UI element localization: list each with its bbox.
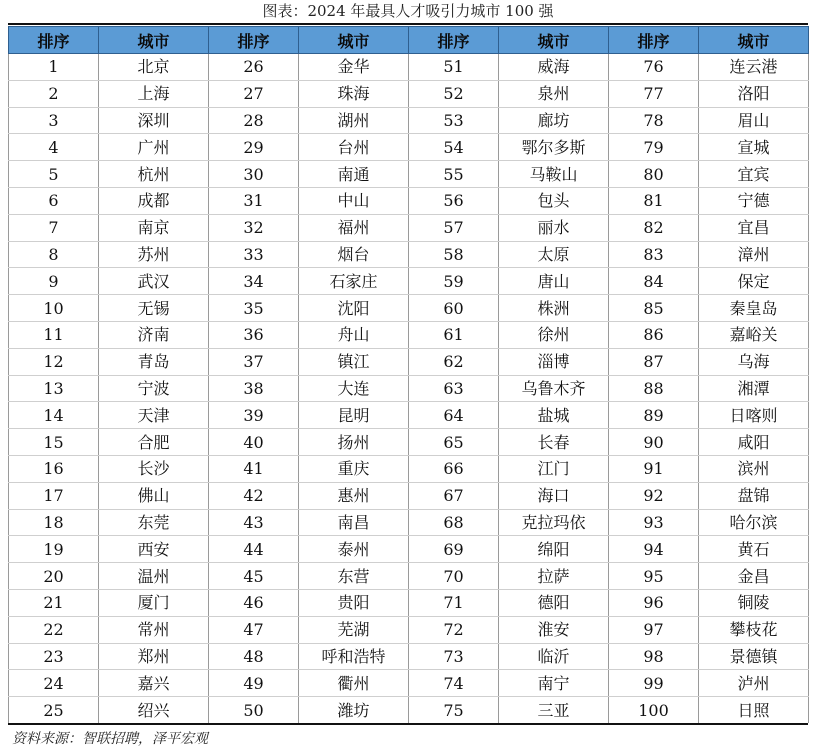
city-cell: 泉州 [499, 80, 609, 107]
table-row [9, 643, 809, 670]
city-cell: 中山 [299, 187, 409, 214]
rank-cell: 34 [209, 268, 299, 295]
rank-cell: 10 [9, 295, 99, 322]
rank-cell: 2 [9, 80, 99, 107]
rank-cell: 13 [9, 375, 99, 402]
city-cell: 泰州 [299, 536, 409, 563]
rank-cell: 70 [409, 563, 499, 590]
rank-cell: 56 [409, 187, 499, 214]
rank-cell: 78 [609, 107, 699, 134]
table-row [9, 187, 809, 214]
header-rank-2: 排序 [209, 27, 299, 54]
rank-cell: 14 [9, 402, 99, 429]
table-row [9, 54, 809, 81]
rank-cell: 72 [409, 616, 499, 643]
table-row [9, 295, 809, 322]
rank-cell: 80 [609, 161, 699, 188]
table-row [9, 348, 809, 375]
city-cell: 唐山 [499, 268, 609, 295]
rank-cell: 74 [409, 670, 499, 697]
city-cell: 郑州 [99, 643, 209, 670]
city-cell: 威海 [499, 54, 609, 81]
city-cell: 徐州 [499, 321, 609, 348]
table-row [9, 375, 809, 402]
rank-cell: 94 [609, 536, 699, 563]
table-row [9, 589, 809, 616]
table-row [9, 670, 809, 697]
rank-cell: 98 [609, 643, 699, 670]
city-cell: 临沂 [499, 643, 609, 670]
city-cell: 贵阳 [299, 589, 409, 616]
city-cell: 眉山 [699, 107, 809, 134]
table-row [9, 214, 809, 241]
city-cell: 宜宾 [699, 161, 809, 188]
rank-cell: 89 [609, 402, 699, 429]
rank-cell: 38 [209, 375, 299, 402]
table-row [9, 321, 809, 348]
city-cell: 乌海 [699, 348, 809, 375]
rank-cell: 77 [609, 80, 699, 107]
rank-cell: 33 [209, 241, 299, 268]
table-row [9, 429, 809, 456]
city-cell: 深圳 [99, 107, 209, 134]
city-cell: 南京 [99, 214, 209, 241]
city-cell: 滨州 [699, 455, 809, 482]
city-cell: 温州 [99, 563, 209, 590]
rank-cell: 99 [609, 670, 699, 697]
rank-cell: 3 [9, 107, 99, 134]
rank-cell: 6 [9, 187, 99, 214]
rank-cell: 81 [609, 187, 699, 214]
city-cell: 拉萨 [499, 563, 609, 590]
rank-cell: 8 [9, 241, 99, 268]
rank-cell: 61 [409, 321, 499, 348]
rank-cell: 50 [209, 697, 299, 723]
rank-cell: 62 [409, 348, 499, 375]
city-cell: 天津 [99, 402, 209, 429]
city-cell: 绵阳 [499, 536, 609, 563]
city-cell: 德阳 [499, 589, 609, 616]
city-cell: 攀枝花 [699, 616, 809, 643]
city-cell: 呼和浩特 [299, 643, 409, 670]
city-cell: 苏州 [99, 241, 209, 268]
top-rule [8, 23, 808, 25]
city-cell: 洛阳 [699, 80, 809, 107]
city-cell: 湘潭 [699, 375, 809, 402]
city-cell: 咸阳 [699, 429, 809, 456]
rank-cell: 71 [409, 589, 499, 616]
city-cell: 青岛 [99, 348, 209, 375]
rank-cell: 93 [609, 509, 699, 536]
city-cell: 丽水 [499, 214, 609, 241]
rank-cell: 12 [9, 348, 99, 375]
city-cell: 珠海 [299, 80, 409, 107]
city-cell: 东莞 [99, 509, 209, 536]
rank-cell: 5 [9, 161, 99, 188]
city-cell: 昆明 [299, 402, 409, 429]
city-cell: 大连 [299, 375, 409, 402]
city-cell: 包头 [499, 187, 609, 214]
city-cell: 合肥 [99, 429, 209, 456]
city-cell: 无锡 [99, 295, 209, 322]
city-cell: 宁德 [699, 187, 809, 214]
rank-cell: 28 [209, 107, 299, 134]
rank-cell: 35 [209, 295, 299, 322]
rank-cell: 37 [209, 348, 299, 375]
city-cell: 南宁 [499, 670, 609, 697]
rank-cell: 65 [409, 429, 499, 456]
rank-cell: 48 [209, 643, 299, 670]
rank-cell: 39 [209, 402, 299, 429]
city-cell: 上海 [99, 80, 209, 107]
table-row [9, 482, 809, 509]
rank-cell: 68 [409, 509, 499, 536]
city-cell: 哈尔滨 [699, 509, 809, 536]
rank-cell: 36 [209, 321, 299, 348]
bottom-rule [8, 723, 808, 725]
rank-cell: 15 [9, 429, 99, 456]
rank-cell: 24 [9, 670, 99, 697]
city-cell: 南通 [299, 161, 409, 188]
city-cell: 铜陵 [699, 589, 809, 616]
city-cell: 盘锦 [699, 482, 809, 509]
rank-cell: 30 [209, 161, 299, 188]
rank-cell: 88 [609, 375, 699, 402]
city-cell: 沈阳 [299, 295, 409, 322]
rank-cell: 40 [209, 429, 299, 456]
city-cell: 宣城 [699, 134, 809, 161]
city-cell: 杭州 [99, 161, 209, 188]
city-cell: 镇江 [299, 348, 409, 375]
city-cell: 盐城 [499, 402, 609, 429]
table-row [9, 563, 809, 590]
city-cell: 舟山 [299, 321, 409, 348]
city-cell: 黄石 [699, 536, 809, 563]
rank-cell: 46 [209, 589, 299, 616]
city-cell: 常州 [99, 616, 209, 643]
city-cell: 宁波 [99, 375, 209, 402]
city-cell: 景德镇 [699, 643, 809, 670]
city-cell: 乌鲁木齐 [499, 375, 609, 402]
table-row [9, 80, 809, 107]
rank-cell: 63 [409, 375, 499, 402]
rank-cell: 92 [609, 482, 699, 509]
rank-cell: 96 [609, 589, 699, 616]
rank-cell: 49 [209, 670, 299, 697]
rank-cell: 47 [209, 616, 299, 643]
rank-cell: 90 [609, 429, 699, 456]
rank-cell: 97 [609, 616, 699, 643]
rank-cell: 75 [409, 697, 499, 723]
city-cell: 株洲 [499, 295, 609, 322]
rank-cell: 64 [409, 402, 499, 429]
table-row [9, 134, 809, 161]
city-cell: 烟台 [299, 241, 409, 268]
city-cell: 日喀则 [699, 402, 809, 429]
city-cell: 淄博 [499, 348, 609, 375]
rank-cell: 76 [609, 54, 699, 81]
rank-cell: 19 [9, 536, 99, 563]
rank-cell: 45 [209, 563, 299, 590]
table-row [9, 616, 809, 643]
city-cell: 金华 [299, 54, 409, 81]
city-cell: 秦皇岛 [699, 295, 809, 322]
rank-cell: 7 [9, 214, 99, 241]
rank-cell: 59 [409, 268, 499, 295]
city-cell: 石家庄 [299, 268, 409, 295]
header-city-2: 城市 [299, 27, 409, 54]
city-cell: 重庆 [299, 455, 409, 482]
header-city-1: 城市 [99, 27, 209, 54]
source-note: 资料来源：智联招聘，泽平宏观 [12, 731, 208, 747]
city-ranking-table [8, 26, 809, 723]
rank-cell: 55 [409, 161, 499, 188]
city-cell: 广州 [99, 134, 209, 161]
city-cell: 泸州 [699, 670, 809, 697]
city-cell: 扬州 [299, 429, 409, 456]
header-rank-3: 排序 [409, 27, 499, 54]
rank-cell: 26 [209, 54, 299, 81]
table-row [9, 107, 809, 134]
city-cell: 太原 [499, 241, 609, 268]
rank-cell: 87 [609, 348, 699, 375]
rank-cell: 100 [609, 697, 699, 723]
table-row [9, 509, 809, 536]
city-cell: 廊坊 [499, 107, 609, 134]
rank-cell: 54 [409, 134, 499, 161]
table-row [9, 402, 809, 429]
rank-cell: 29 [209, 134, 299, 161]
rank-cell: 18 [9, 509, 99, 536]
city-cell: 江门 [499, 455, 609, 482]
city-cell: 马鞍山 [499, 161, 609, 188]
city-cell: 日照 [699, 697, 809, 723]
header-city-3: 城市 [499, 27, 609, 54]
table-row [9, 536, 809, 563]
rank-cell: 41 [209, 455, 299, 482]
rank-cell: 58 [409, 241, 499, 268]
rank-cell: 52 [409, 80, 499, 107]
city-cell: 湖州 [299, 107, 409, 134]
rank-cell: 44 [209, 536, 299, 563]
city-cell: 台州 [299, 134, 409, 161]
city-cell: 淮安 [499, 616, 609, 643]
city-cell: 连云港 [699, 54, 809, 81]
rank-cell: 22 [9, 616, 99, 643]
city-cell: 济南 [99, 321, 209, 348]
rank-cell: 91 [609, 455, 699, 482]
table-body [9, 54, 809, 723]
rank-cell: 17 [9, 482, 99, 509]
table-title: 图表：2024 年最具人才吸引力城市 100 强 [262, 2, 554, 20]
city-cell: 福州 [299, 214, 409, 241]
city-cell: 绍兴 [99, 697, 209, 723]
city-cell: 长沙 [99, 455, 209, 482]
rank-cell: 21 [9, 589, 99, 616]
city-cell: 宜昌 [699, 214, 809, 241]
rank-cell: 42 [209, 482, 299, 509]
rank-cell: 25 [9, 697, 99, 723]
city-cell: 佛山 [99, 482, 209, 509]
rank-cell: 67 [409, 482, 499, 509]
city-cell: 嘉兴 [99, 670, 209, 697]
city-cell: 芜湖 [299, 616, 409, 643]
city-cell: 武汉 [99, 268, 209, 295]
rank-cell: 84 [609, 268, 699, 295]
rank-cell: 60 [409, 295, 499, 322]
header-rank-1: 排序 [9, 27, 99, 54]
rank-cell: 4 [9, 134, 99, 161]
city-cell: 厦门 [99, 589, 209, 616]
rank-cell: 32 [209, 214, 299, 241]
table-row [9, 697, 809, 723]
city-cell: 惠州 [299, 482, 409, 509]
city-cell: 保定 [699, 268, 809, 295]
header-rank-4: 排序 [609, 27, 699, 54]
rank-cell: 16 [9, 455, 99, 482]
rank-cell: 79 [609, 134, 699, 161]
city-cell: 海口 [499, 482, 609, 509]
city-cell: 克拉玛依 [499, 509, 609, 536]
header-city-4: 城市 [699, 27, 809, 54]
rank-cell: 66 [409, 455, 499, 482]
rank-cell: 57 [409, 214, 499, 241]
rank-cell: 31 [209, 187, 299, 214]
rank-cell: 9 [9, 268, 99, 295]
header-row [9, 27, 809, 54]
rank-cell: 23 [9, 643, 99, 670]
city-cell: 西安 [99, 536, 209, 563]
city-cell: 衢州 [299, 670, 409, 697]
city-cell: 成都 [99, 187, 209, 214]
rank-cell: 53 [409, 107, 499, 134]
rank-cell: 69 [409, 536, 499, 563]
rank-cell: 11 [9, 321, 99, 348]
city-cell: 南昌 [299, 509, 409, 536]
rank-cell: 51 [409, 54, 499, 81]
city-cell: 嘉峪关 [699, 321, 809, 348]
table-row [9, 268, 809, 295]
table-row [9, 161, 809, 188]
city-cell: 漳州 [699, 241, 809, 268]
city-cell: 鄂尔多斯 [499, 134, 609, 161]
rank-cell: 1 [9, 54, 99, 81]
city-cell: 东营 [299, 563, 409, 590]
rank-cell: 82 [609, 214, 699, 241]
table-row [9, 455, 809, 482]
city-cell: 潍坊 [299, 697, 409, 723]
city-cell: 长春 [499, 429, 609, 456]
rank-cell: 27 [209, 80, 299, 107]
rank-cell: 73 [409, 643, 499, 670]
city-cell: 三亚 [499, 697, 609, 723]
rank-cell: 95 [609, 563, 699, 590]
city-cell: 北京 [99, 54, 209, 81]
rank-cell: 20 [9, 563, 99, 590]
city-cell: 金昌 [699, 563, 809, 590]
rank-cell: 85 [609, 295, 699, 322]
table-row [9, 241, 809, 268]
rank-cell: 86 [609, 321, 699, 348]
rank-cell: 43 [209, 509, 299, 536]
rank-cell: 83 [609, 241, 699, 268]
